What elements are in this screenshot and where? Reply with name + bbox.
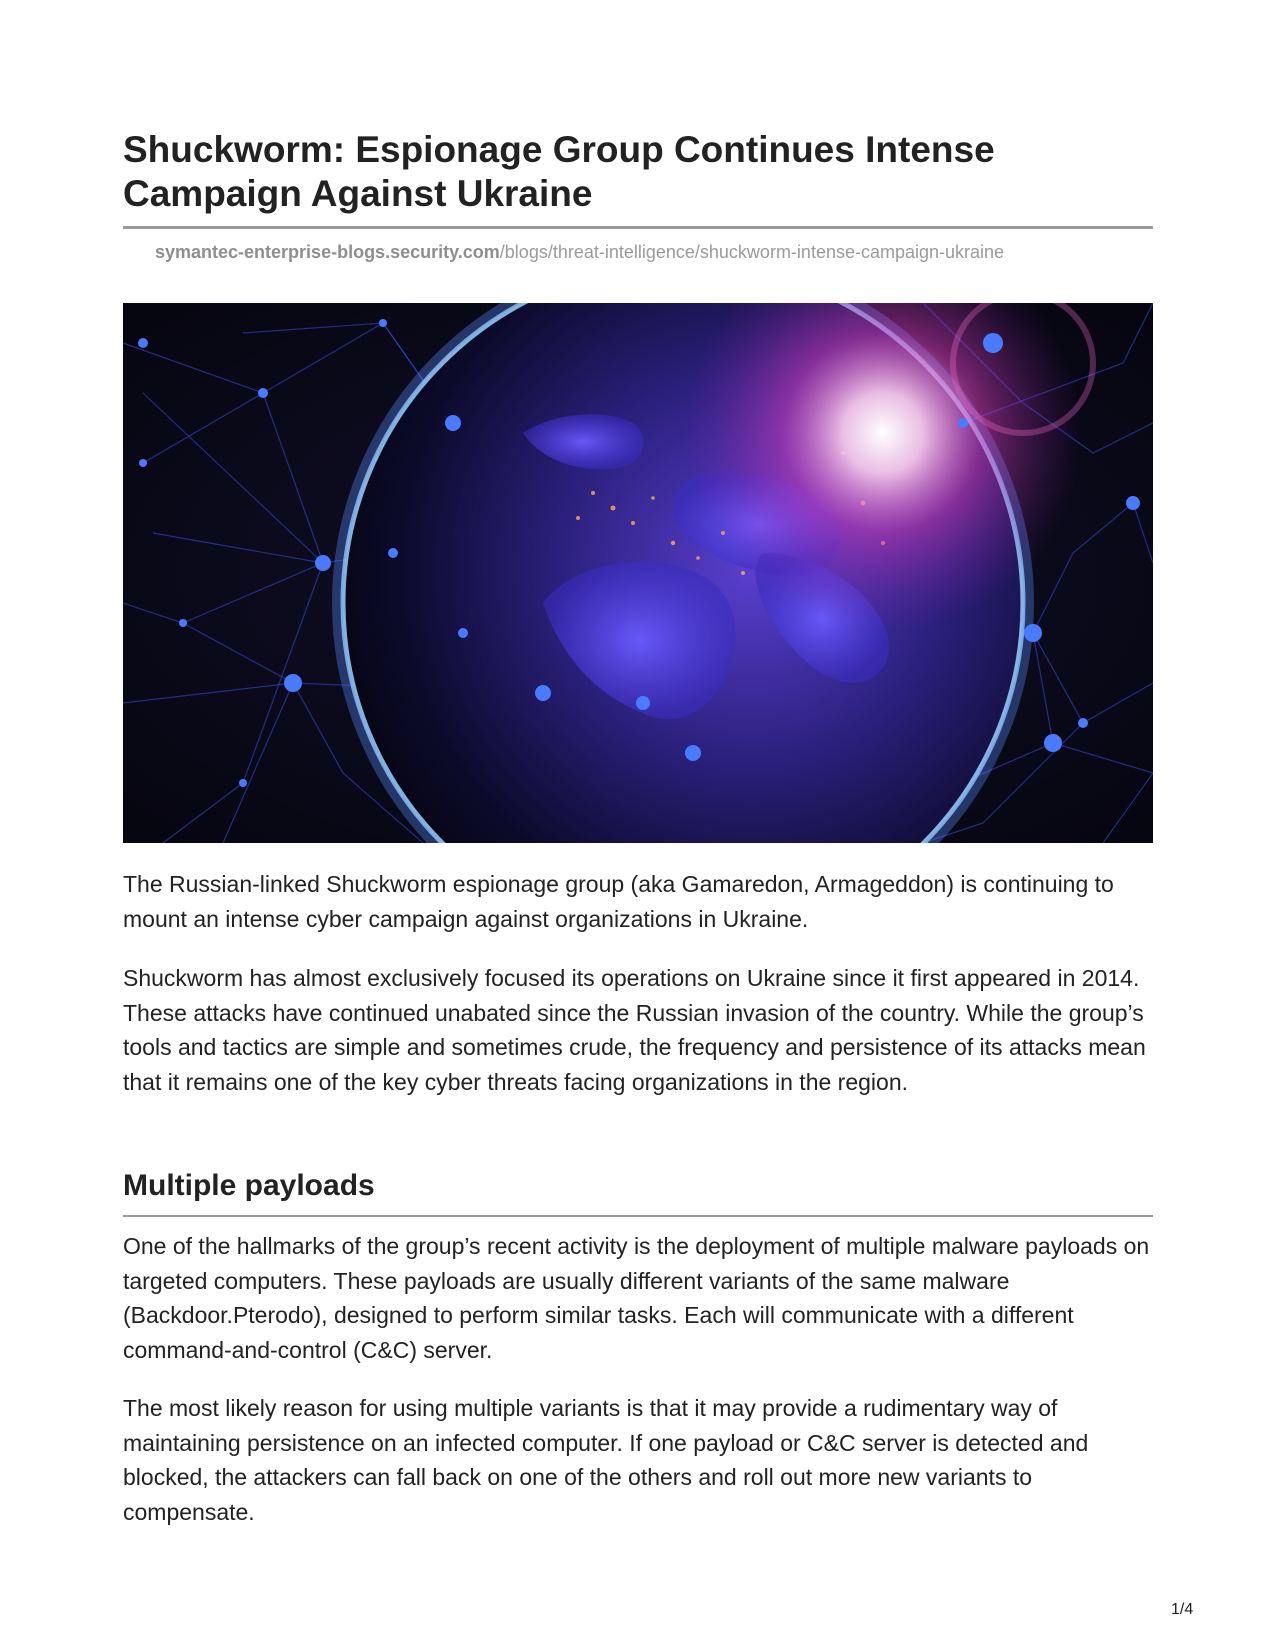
- url-path: /blogs/threat-intelligence/shuckworm-intense-campaign-ukraine: [499, 242, 1005, 262]
- hero-image-globe-network: [123, 303, 1153, 843]
- page-number: 1/4: [1171, 1601, 1194, 1618]
- section-paragraph: One of the hallmarks of the group’s recent activity is the deployment of multiple malware payloads on targeted computers. These payloads are usually different variants of the same malware (Backdoor.Pterodo), designed to perform similar tasks. Each will communicate with a different command-and-control (C&C) server.: [123, 1233, 1150, 1363]
- source-url[interactable]: [155, 241, 1004, 263]
- url-domain: symantec-enterprise-blogs.security.com: [155, 242, 500, 262]
- section-heading: Multiple payloads: [123, 1169, 375, 1202]
- section-divider: [123, 1215, 1153, 1217]
- intro-paragraph: The Russian-linked Shuckworm espionage group (aka Gamaredon, Armageddon) is continuing to mount an intense cyber campaign against organizations in Ukraine.: [123, 871, 1114, 932]
- article-title: Shuckworm: Espionage Group Continues Intense Campaign Against Ukraine: [123, 129, 995, 214]
- section-paragraph: The most likely reason for using multiple variants is that it may provide a rudimentary way of maintaining persistence on an infected computer. If one payload or C&C server is detected and blocked, the attackers can fall back on one of the others and roll out more new variants to compensate.: [123, 1395, 1089, 1525]
- title-divider: [123, 226, 1153, 229]
- body-paragraph: Shuckworm has almost exclusively focused its operations on Ukraine since it first appeared in 2014. These attacks have continued unabated since the Russian invasion of the country. While the group’s tools and tactics are simple and sometimes crude, the frequency and persistence of its attacks mean that it remains one of the key cyber threats facing organizations in the region.: [123, 965, 1146, 1095]
